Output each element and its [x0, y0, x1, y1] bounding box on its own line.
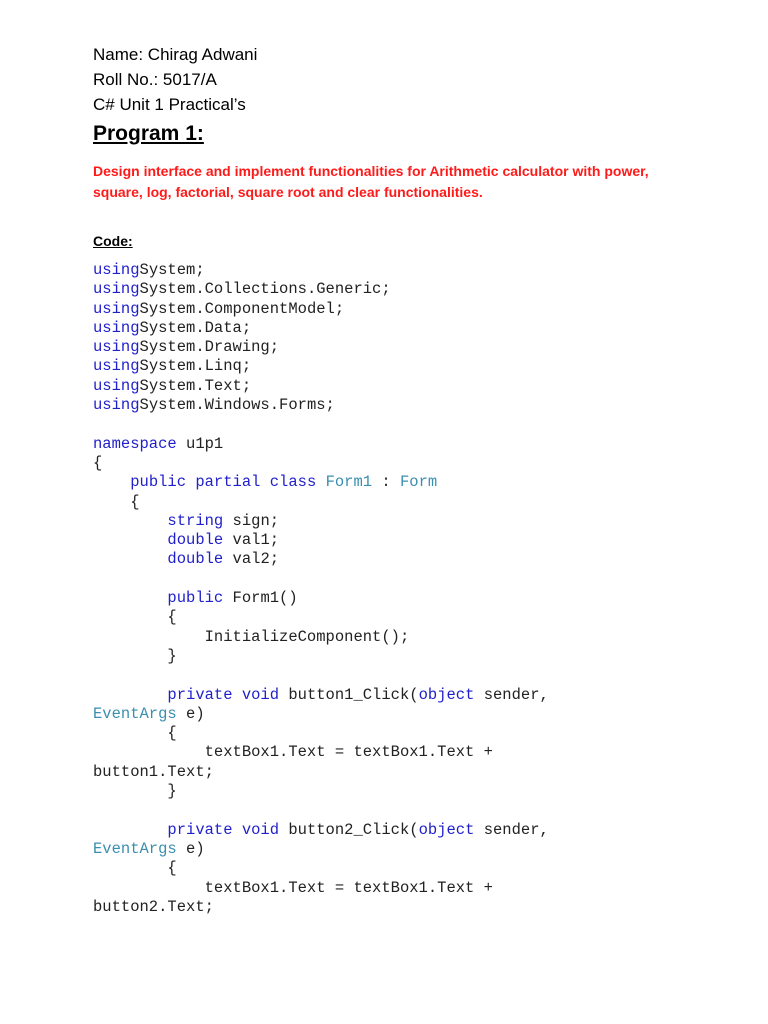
code-text: System.Windows.Forms; — [139, 396, 335, 415]
code-text: System; — [139, 261, 205, 279]
code-text: { — [93, 724, 177, 743]
code-text: { — [93, 453, 103, 472]
code-type: Form — [399, 473, 438, 492]
program-heading: Program 1: — [93, 122, 204, 145]
code-line — [93, 473, 733, 492]
code-line — [93, 859, 733, 878]
code-text: InitializeComponent(); — [93, 627, 410, 646]
code-heading: Code: — [93, 233, 133, 249]
code-text: button1.Text; — [93, 762, 214, 781]
code-line — [93, 898, 733, 917]
code-text: val2; — [223, 550, 280, 569]
code-line — [93, 589, 733, 608]
code-line — [93, 840, 733, 859]
code-block — [93, 261, 733, 917]
code-text — [93, 550, 167, 568]
code-text — [93, 821, 167, 839]
document-page — [93, 42, 733, 917]
code-text: textBox1.Text = textBox1.Text + — [93, 878, 493, 897]
code-text — [93, 512, 167, 530]
code-text: e) — [176, 839, 205, 858]
code-line — [93, 666, 733, 685]
code-text: e) — [176, 704, 205, 723]
code-line — [93, 415, 733, 434]
code-keyword: private void — [167, 685, 280, 704]
code-line — [93, 705, 733, 724]
code-keyword: using — [93, 261, 140, 279]
code-text: button2.Text; — [93, 897, 214, 916]
code-line — [93, 338, 733, 357]
code-text: u1p1 — [176, 434, 224, 453]
code-text: : — [372, 473, 400, 492]
code-keyword: object — [418, 685, 475, 704]
code-line — [93, 531, 733, 550]
code-text: System.Text; — [139, 376, 252, 395]
code-line — [93, 261, 733, 280]
code-keyword: using — [93, 396, 140, 415]
code-line — [93, 821, 733, 840]
code-keyword: using — [93, 357, 140, 376]
code-text: { — [93, 859, 177, 878]
code-text — [93, 473, 130, 491]
code-text: button2_Click( — [279, 820, 419, 839]
code-line — [93, 319, 733, 338]
code-text — [93, 589, 167, 607]
code-text: System.ComponentModel; — [139, 299, 345, 318]
code-line — [93, 570, 733, 589]
code-text — [316, 473, 325, 491]
code-line — [93, 512, 733, 531]
code-text: System.Drawing; — [139, 338, 280, 357]
code-line — [93, 396, 733, 415]
code-type: Form1 — [325, 473, 373, 492]
code-line — [93, 782, 733, 801]
code-keyword: using — [93, 338, 140, 357]
code-keyword: using — [93, 280, 140, 299]
code-text: { — [93, 492, 140, 511]
code-line — [93, 628, 733, 647]
code-text — [93, 531, 167, 549]
code-line — [93, 300, 733, 319]
code-text: } — [93, 782, 177, 801]
code-line — [93, 493, 733, 512]
code-text: System.Linq; — [139, 357, 252, 376]
code-line — [93, 724, 733, 743]
unit-title: C# Unit 1 Practical’s — [93, 95, 246, 114]
roll-number: Roll No.: 5017/A — [93, 70, 217, 89]
code-keyword: using — [93, 299, 140, 318]
code-line — [93, 435, 733, 454]
code-keyword: string — [167, 511, 224, 530]
code-text: textBox1.Text = textBox1.Text + — [93, 743, 493, 762]
code-text: button1_Click( — [279, 685, 419, 704]
code-text: Form1() — [223, 589, 298, 608]
code-line — [93, 608, 733, 627]
code-keyword: public — [167, 589, 224, 608]
code-text: { — [93, 608, 177, 627]
code-keyword: using — [93, 376, 140, 395]
code-text: System.Collections.Generic; — [139, 280, 391, 299]
code-text: } — [93, 646, 177, 665]
code-type: EventArgs — [93, 704, 177, 723]
code-line — [93, 763, 733, 782]
code-text: sign; — [223, 511, 280, 530]
task-description: Design interface and implement functionalities for Arithmetic calculator with power, square, log, factorial, square root and clear functionalities. — [93, 163, 649, 200]
code-keyword: private void — [167, 820, 280, 839]
code-type: EventArgs — [93, 839, 177, 858]
student-name: Name: Chirag Adwani — [93, 45, 258, 64]
code-line — [93, 879, 733, 898]
code-keyword: double — [167, 531, 224, 550]
code-text: System.Data; — [139, 318, 252, 337]
code-keyword: object — [418, 820, 475, 839]
code-keyword: using — [93, 318, 140, 337]
code-line — [93, 357, 733, 376]
code-line — [93, 280, 733, 299]
code-keyword: namespace — [93, 434, 177, 453]
code-line — [93, 454, 733, 473]
code-line — [93, 686, 733, 705]
code-line — [93, 377, 733, 396]
code-line — [93, 801, 733, 820]
code-text: sender, — [474, 820, 549, 839]
code-text: sender, — [474, 685, 549, 704]
code-text: val1; — [223, 531, 280, 550]
code-line — [93, 550, 733, 569]
code-line — [93, 647, 733, 666]
code-line — [93, 743, 733, 762]
code-keyword: public partial class — [130, 473, 317, 492]
code-text — [93, 686, 167, 704]
code-keyword: double — [167, 550, 224, 569]
